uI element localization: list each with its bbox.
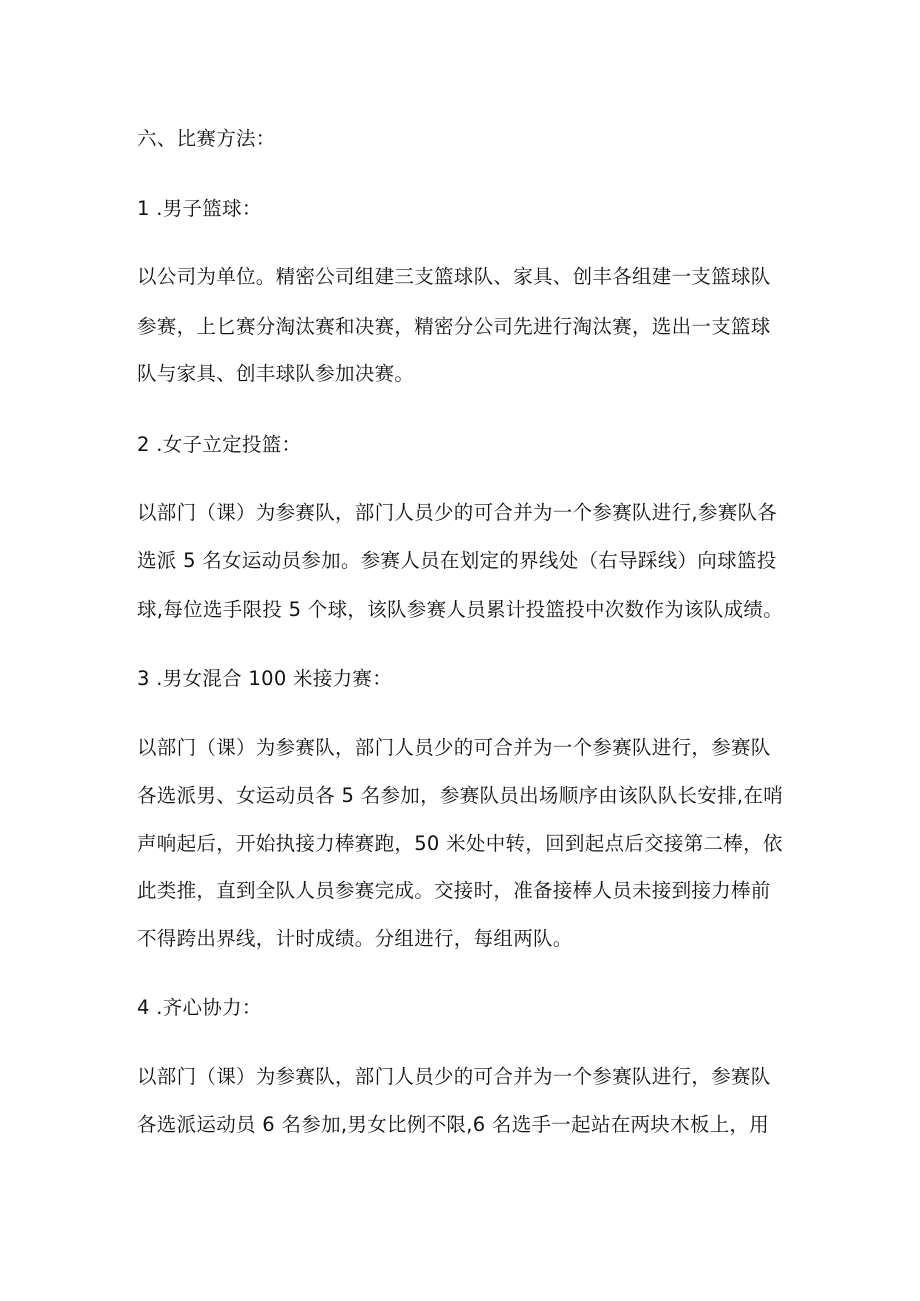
item-1-paragraph-line: 队与家具、创丰球队参加决赛。 — [137, 362, 415, 385]
item-2-heading: 2 .女子立定投篮： — [137, 433, 302, 456]
item-1-heading: 1 .男子篮球： — [137, 197, 262, 220]
item-4-paragraph-line: 各选派运动员 6 名参加,男女比例不限,6 名选手一起站在两块木板上，用 — [137, 1113, 770, 1136]
item-3-paragraph-line: 不得跨出界线，计时成绩。分组进行，每组两队。 — [137, 927, 573, 950]
item-3-heading: 3 .男女混合 100 米接力赛： — [137, 667, 393, 690]
item-3-paragraph-line: 各选派男、女运动员各 5 名参加，参赛队员出场顺序由该队队长安排,在哨 — [137, 784, 784, 807]
item-1-paragraph-line: 以公司为单位。精密公司组建三支篮球队、家具、创丰各组建一支篮球队 — [137, 265, 771, 288]
item-3-paragraph-line: 声响起后，开始执接力棒赛跑，50 米处中转，回到起点后交接第二棒，依 — [137, 832, 783, 855]
item-2-paragraph-line: 以部门（课）为参赛队，部门人员少的可合并为一个参赛队进行,参赛队各 — [137, 501, 778, 524]
item-4-paragraph-line: 以部门（课）为参赛队，部门人员少的可合并为一个参赛队进行，参赛队 — [137, 1065, 771, 1088]
item-4-heading: 4 .齐心协力： — [137, 996, 262, 1019]
item-3-paragraph-line: 此类推，直到全队人员参赛完成。交接时，准备接棒人员未接到接力棒前 — [137, 879, 771, 902]
item-3-paragraph-line: 以部门（课）为参赛队，部门人员少的可合并为一个参赛队进行，参赛队 — [137, 736, 771, 759]
section-title: 六、比赛方法： — [137, 127, 276, 150]
item-2-paragraph-line: 选派 5 名女运动员参加。参赛人员在划定的界线处（右导踩线）向球篮投 — [137, 549, 777, 572]
item-2-paragraph-line: 球,每位选手限投 5 个球，该队参赛人员累计投篮投中次数作为该队成绩。 — [137, 598, 784, 621]
item-1-paragraph-line: 参赛，上匕赛分淘汰赛和决赛，精密分公司先进行淘汰赛，选出一支篮球 — [137, 315, 771, 338]
